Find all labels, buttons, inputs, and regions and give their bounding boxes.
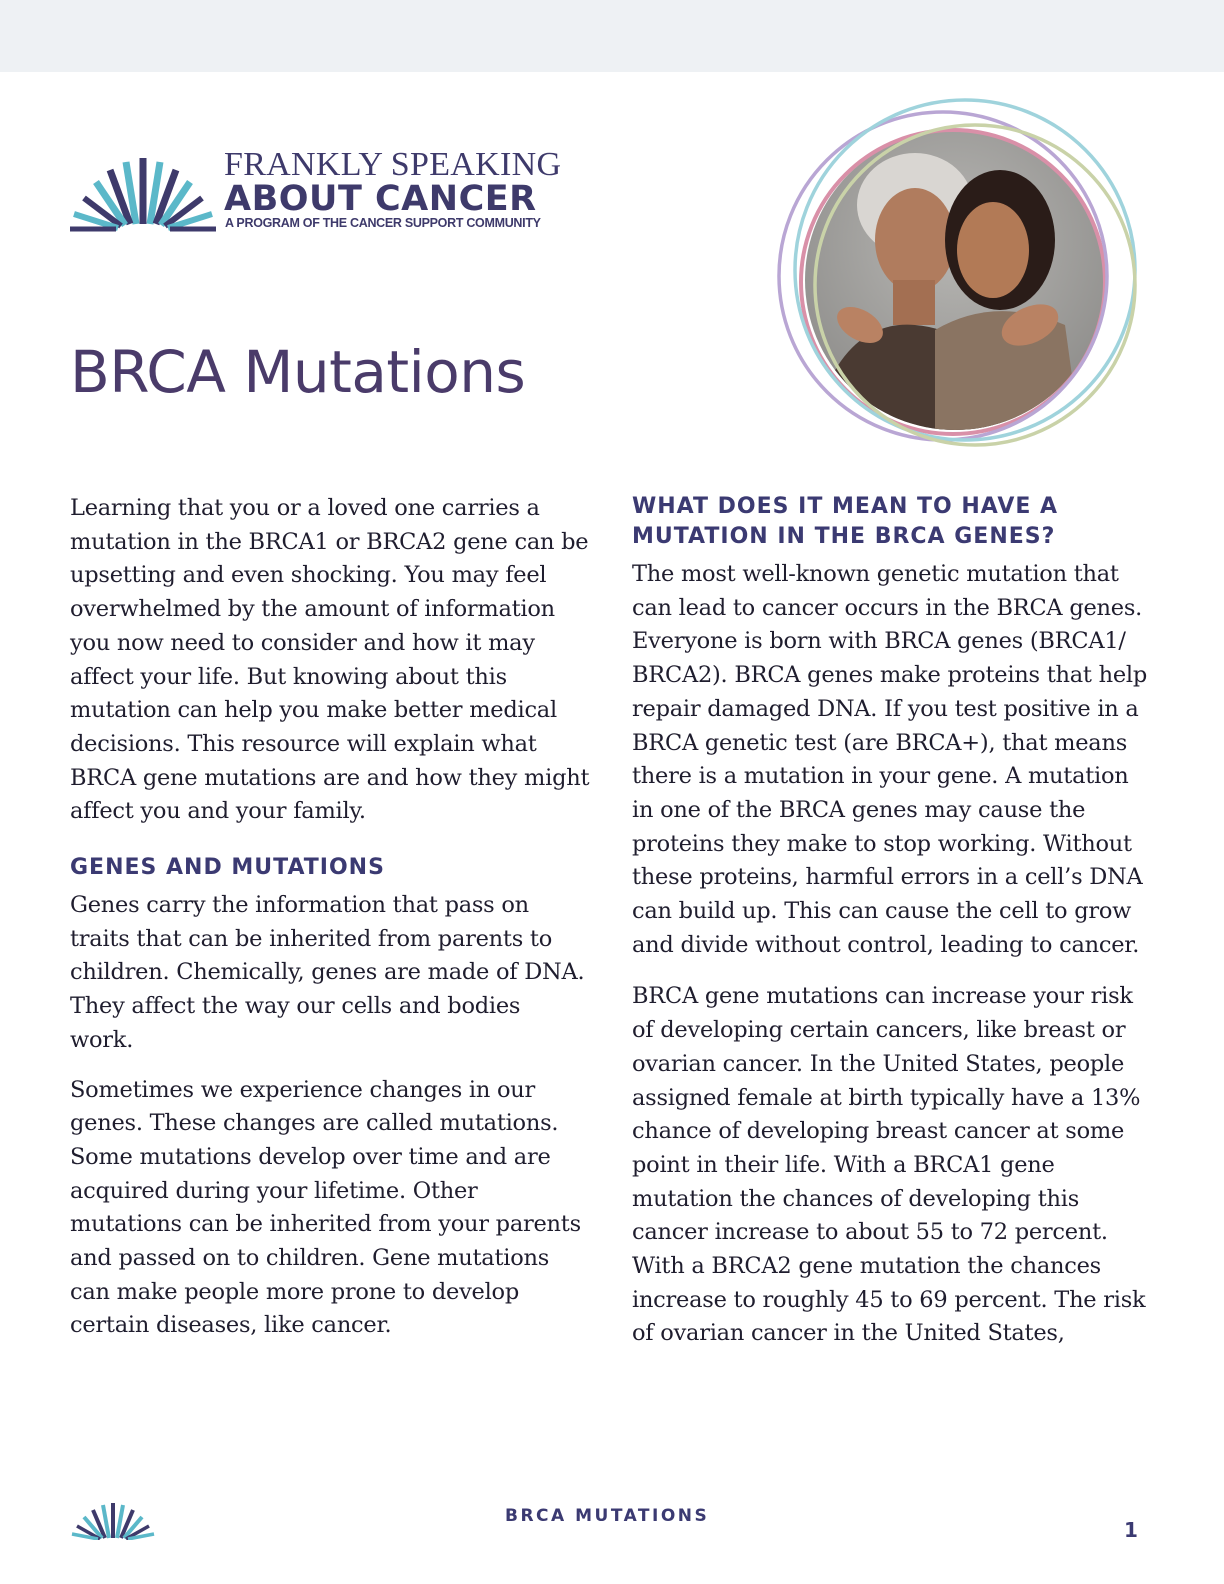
- brand-line2: ABOUT CANCER: [224, 179, 537, 219]
- section-heading-genes: GENES AND MUTATIONS: [70, 855, 385, 881]
- footer-title: BRCA MUTATIONS: [505, 1506, 710, 1526]
- brand-line3: A PROGRAM OF THE CANCER SUPPORT COMMUNITY: [225, 216, 541, 230]
- genes-paragraph: Genes carry the information that pass on traits that can be inherited from parents to children. Chemically, genes are made of DNA. They affect the way our cells and bodies work.: [70, 892, 585, 1053]
- mutations-paragraph: Sometimes we experience changes in our genes. These changes are called mutations. Some mutations develop over time and are acquired during your lifetime. Other mutations can be inherited from your parents and passed on to children. Gene mutations can make people more prone to develop certain diseases, like cancer.: [70, 1076, 581, 1339]
- brand-line1: FRANKLY SPEAKING: [224, 146, 562, 183]
- page-number: 1: [1124, 1518, 1138, 1542]
- sunburst-logo-icon: [68, 152, 218, 232]
- hero-photo: [765, 90, 1145, 470]
- left-column: [70, 492, 590, 1359]
- section-heading-brca: WHAT DOES IT MEAN TO HAVE A MUTATION IN THE BRCA GENES?: [632, 494, 1059, 549]
- page-title: BRCA Mutations: [70, 338, 526, 406]
- right-column: [632, 492, 1152, 1367]
- brca-meaning-paragraph: The most well-known genetic mutation that can lead to cancer occurs in the BRCA genes. Everyone is born with BRCA genes (BRCA1/ BRCA2). BRCA genes make proteins that help repair damaged DNA. If you test positive in a BRCA genetic test (are BRCA+), that means there is a mutation in your gene. A mutation in one of the BRCA genes may cause the proteins they make to stop working. Without these proteins, harmful errors in a cell’s DNA can build up. This can cause the cell to grow and divide without control, leading to cancer.: [632, 561, 1147, 958]
- intro-paragraph: Learning that you or a loved one carries a mutation in the BRCA1 or BRCA2 gene can be upsetting and even shocking. You may feel overwhelmed by the amount of information you now need to consider and how it may affect your life. But knowing about this mutation can help you make better medical decisions. This resource will explain what BRCA gene mutations are and how they might affect you and your family.: [70, 495, 590, 825]
- brand-logo: [68, 148, 568, 238]
- top-band: [0, 0, 1224, 72]
- footer-sunburst-icon: [70, 1500, 156, 1540]
- brca-risk-paragraph: BRCA gene mutations can increase your risk of developing certain cancers, like breast or ovarian cancer. In the United States, people assigned female at birth typically have a 13% chance of developing breast cancer at some point in their life. With a BRCA1 gene mutation the chances of developing this cancer increase to about 55 to 72 percent. With a BRCA2 gene mutation the chances increase to roughly 45 to 69 percent. The risk of ovarian cancer in the United States,: [632, 983, 1146, 1347]
